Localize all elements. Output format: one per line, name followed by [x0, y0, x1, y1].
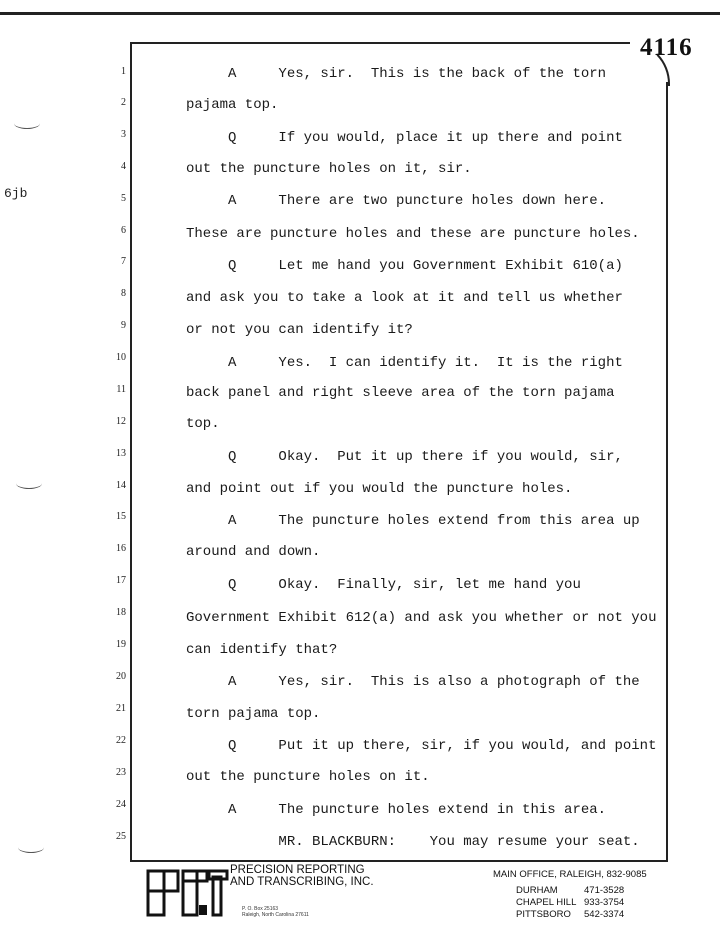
transcript-line: out the puncture holes on it, sir. [186, 161, 472, 177]
transcript-line: A Yes, sir. This is the back of the torn [186, 66, 607, 82]
company-name-line1: PRECISION REPORTING [230, 864, 365, 876]
line-number: 1 [121, 66, 126, 77]
transcript-frame-left [130, 42, 132, 860]
line-number: 6 [121, 225, 126, 236]
page-number: 4116 [640, 34, 693, 61]
transcript-line: torn pajama top. [186, 706, 321, 722]
line-number: 2 [121, 97, 126, 108]
line-number: 20 [116, 671, 126, 682]
line-number: 9 [121, 320, 126, 331]
office-city: PITTSBORO [516, 909, 571, 920]
transcript-line: and point out if you would the puncture holes. [186, 481, 573, 497]
transcript-line: Q Okay. Finally, sir, let me hand you [186, 577, 581, 593]
line-number: 14 [116, 480, 126, 491]
line-number: 17 [116, 575, 126, 586]
transcript-line: A Yes. I can identify it. It is the right [186, 355, 623, 371]
line-number: 23 [116, 767, 126, 778]
transcript-line: Q Let me hand you Government Exhibit 610(a) [186, 258, 623, 274]
office-city: CHAPEL HILL [516, 897, 577, 908]
transcript-line: A The puncture holes extend from this area up [186, 513, 640, 529]
line-number: 4 [121, 161, 126, 172]
line-number: 16 [116, 543, 126, 554]
transcript-line: A Yes, sir. This is also a photograph of the [186, 674, 640, 690]
line-number: 18 [116, 607, 126, 618]
office-phone: 542-3374 [584, 909, 625, 920]
transcript-line: These are puncture holes and these are puncture holes. [186, 226, 640, 242]
line-number: 25 [116, 831, 126, 842]
office-phone: 471-3528 [584, 885, 625, 896]
margin-note: 6jb [4, 186, 28, 201]
line-number: 13 [116, 448, 126, 459]
transcript-line: back panel and right sleeve area of the torn pajama [186, 385, 615, 401]
transcript-line: Q Okay. Put it up there if you would, sir, [186, 449, 623, 465]
margin-mark [16, 478, 42, 489]
transcript-line: and ask you to take a look at it and tell us whether [186, 290, 623, 306]
line-number: 21 [116, 703, 126, 714]
transcript-line: can identify that? [186, 642, 338, 658]
transcript-line: or not you can identify it? [186, 322, 413, 338]
transcript-frame-top [130, 42, 630, 44]
margin-mark [18, 842, 44, 853]
transcript-line: Q Put it up there, sir, if you would, and point [186, 738, 657, 754]
transcript-line: A The puncture holes extend in this area. [186, 802, 607, 818]
office-city: DURHAM [516, 885, 558, 896]
line-number: 22 [116, 735, 126, 746]
line-number: 11 [116, 384, 126, 395]
transcript-line: Government Exhibit 612(a) and ask you whether or not you [186, 610, 657, 626]
company-name-line2: AND TRANSCRIBING, INC. [230, 876, 374, 888]
line-number: 7 [121, 256, 126, 267]
main-office: MAIN OFFICE, RALEIGH, 832-9085 [493, 869, 647, 880]
office-phone: 933-3754 [584, 897, 625, 908]
transcript-frame-bottom [130, 860, 668, 862]
transcript-line: MR. BLACKBURN: You may resume your seat. [186, 834, 640, 850]
transcript-line: out the puncture holes on it. [186, 769, 430, 785]
company-logo [143, 865, 231, 919]
transcript-line: around and down. [186, 544, 321, 560]
line-number: 10 [116, 352, 126, 363]
line-number: 19 [116, 639, 126, 650]
line-number: 8 [121, 288, 126, 299]
transcript-line: A There are two puncture holes down here. [186, 193, 607, 209]
line-number: 12 [116, 416, 126, 427]
address-line1: P. O. Box 25163 [242, 906, 279, 912]
company-address [242, 906, 309, 918]
company-name [230, 864, 374, 888]
transcript-line: pajama top. [186, 97, 279, 113]
transcript-line: top. [186, 416, 220, 432]
line-number: 24 [116, 799, 126, 810]
transcript-line: Q If you would, place it up there and point [186, 130, 623, 146]
line-number: 3 [121, 129, 126, 140]
transcript-frame-right [666, 82, 668, 862]
margin-mark [14, 118, 40, 129]
line-number: 5 [121, 193, 126, 204]
address-line2: Raleigh, North Carolina 27611 [242, 912, 309, 918]
line-number: 15 [116, 511, 126, 522]
page-top-rule [0, 12, 720, 15]
